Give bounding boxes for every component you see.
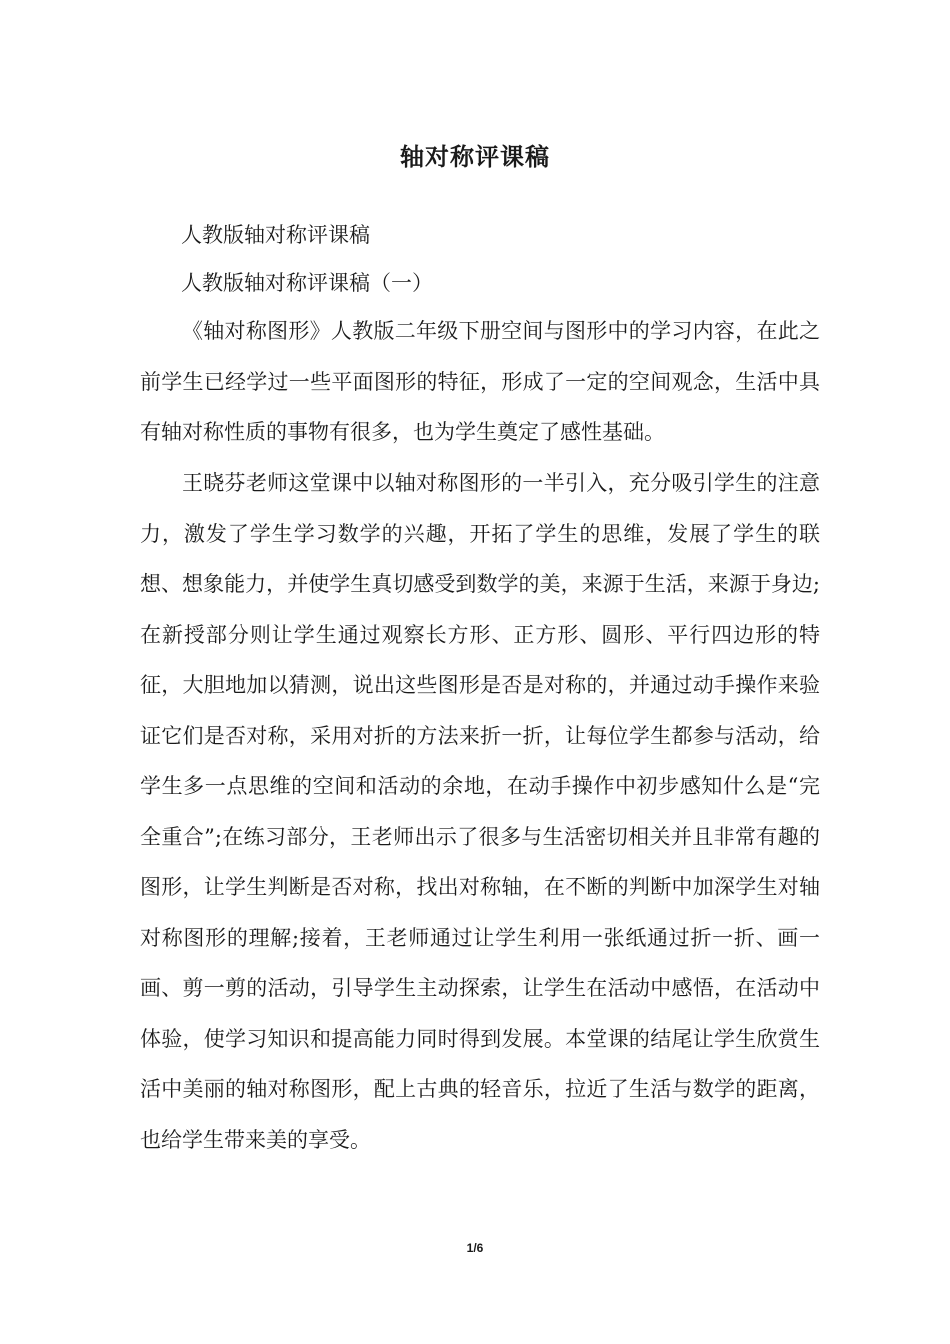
page-number: 1/6 [466,1241,484,1255]
paragraph-intro: 《轴对称图形》人教版二年级下册空间与图形中的学习内容，在此之前学生已经学过一些平面图形的特征，形成了一定的空间观念，生活中具有轴对称性质的事物有很多，也为学生奠定了感性基础。 [140,319,820,444]
paragraph-review: 王晓芬老师这堂课中以轴对称图形的一半引入，充分吸引学生的注意力，激发了学生学习数学的兴趣，开拓了学生的思维，发展了学生的联想、想象能力，并使学生真切感受到数学的美，来源于生活，来源于身边;在新授部分则让学生通过观察长方形、正方形、圆形、平行四边形的特征，大胆地加以猜测，说出这些图形是否是对称的，并通过动手操作来验证它们是否对称，采用对折的方法来折一折，让每位学生都参与活动，给学生多一点思维的空间和活动的余地，在动手操作中初步感知什么是“完全重合”;在练习部分，王老师出示了很多与生活密切相关并且非常有趣的图形，让学生判断是否对称，找出对称轴，在不断的判断中加深学生对轴对称图形的理解;接着，王老师通过让学生利用一张纸通过折一折、画一画、剪一剪的活动，引导学生主动探索，让学生在活动中感悟，在活动中体验，使学习知识和提高能力同时得到发展。本堂课的结尾让学生欣赏生活中美丽的轴对称图形，配上古典的轻音乐，拉近了生活与数学的距离，也给学生带来美的享受。 [140,471,820,1152]
subheading-secondary: 人教版轴对称评课稿（一） [181,271,433,295]
subheading-primary: 人教版轴对称评课稿 [181,223,370,247]
document-title: 轴对称评课稿 [400,142,550,171]
